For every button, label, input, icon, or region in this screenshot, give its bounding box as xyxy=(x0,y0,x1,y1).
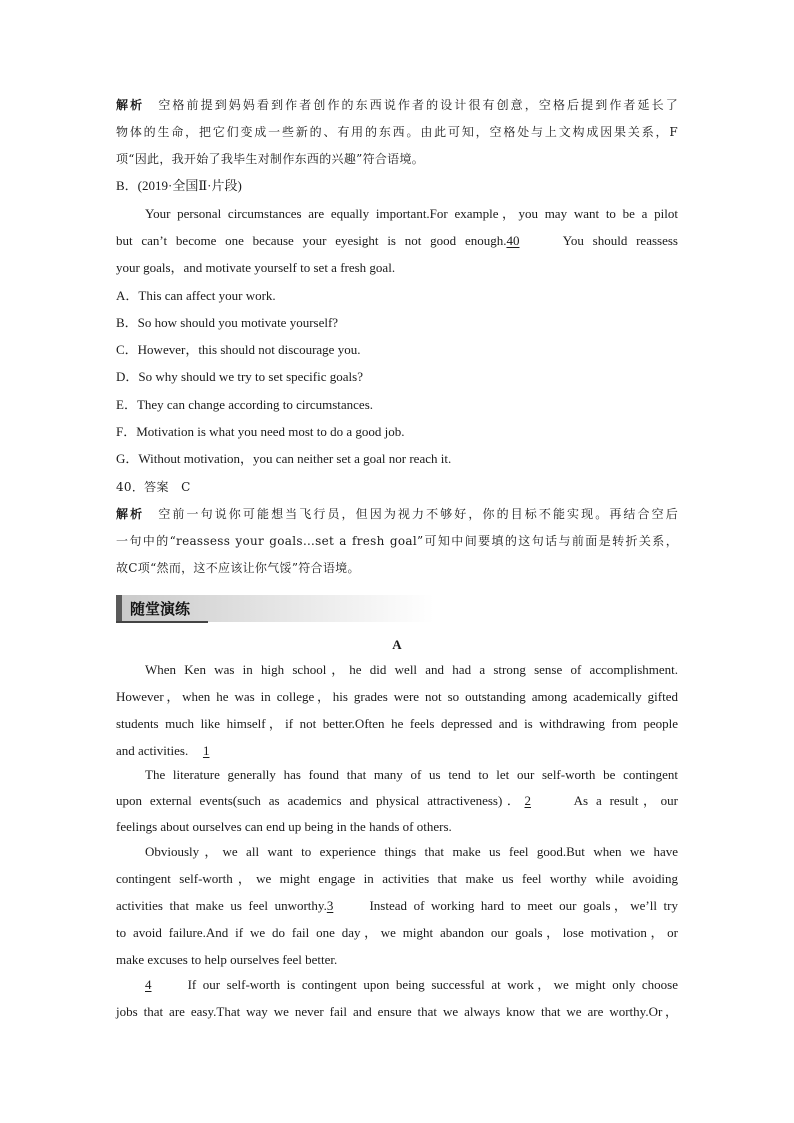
part-b-line-1: Your personal circumstances are equally important.For example，you may want to be a pilot xyxy=(145,206,678,221)
analysis-line-1 xyxy=(116,96,678,114)
blank-3: 3 xyxy=(326,898,334,913)
para-text: activities that make us feel unworthy. xyxy=(116,898,327,913)
part-b-heading: B．(2019·全国Ⅱ·片段) xyxy=(116,178,242,193)
part-b-line-2 xyxy=(116,232,678,250)
para-text: upon external events(such as academics and physical attractiveness)． xyxy=(116,793,525,808)
option-b: B．So how should you motivate yourself? xyxy=(116,315,339,330)
analysis-b-line-3: 故C项“然而，这不应该让你气馁”符合语境。 xyxy=(116,561,360,575)
analysis-b-line-1 xyxy=(116,505,678,523)
option-c: C．However，this should not discourage you. xyxy=(116,342,361,357)
para2-line-3: feelings about ourselves can end up being in the hands of others. xyxy=(116,819,452,834)
para3-line-1: Obviously，we all want to experience things that make us feel good.But when we have xyxy=(145,844,678,859)
para1-line-1: When Ken was in high school，he did well and had a strong sense of accomplishment. xyxy=(145,662,678,677)
analysis-label: 解析 xyxy=(116,507,145,521)
analysis-text: 空格前提到妈妈看到作者创作的东西说作者的设计很有创意，空格后提到作者延长了 xyxy=(158,98,679,112)
option-a: A．This can affect your work. xyxy=(116,288,276,303)
para3-line-5: make excuses to help ourselves feel better. xyxy=(116,952,338,967)
section-header-underline xyxy=(116,621,208,623)
analysis-line-3: 项“因此，我开始了我毕生对制作东西的兴趣”符合语境。 xyxy=(116,152,425,166)
option-g: G．Without motivation，you can neither set a goal nor reach it. xyxy=(116,451,452,466)
blank-40: 40 xyxy=(506,233,520,248)
analysis-line-2: 物体的生命，把它们变成一些新的、有用的东西。由此可知，空格处与上文构成因果关系，F xyxy=(116,125,678,139)
para1-line-4 xyxy=(116,742,678,760)
analysis-label: 解析 xyxy=(116,98,145,112)
para-text: As a result，our xyxy=(573,793,678,808)
para-text: If our self-worth is contingent upon being successful at work，we might only choose xyxy=(187,977,678,992)
option-f: F．Motivation is what you need most to do a good job. xyxy=(116,424,405,439)
answer-line: 40．答案 C xyxy=(116,480,191,494)
para-text: and activities. xyxy=(116,743,189,758)
analysis-text: 空前一句说你可能想当飞行员，但因为视力不够好，你的目标不能实现。再结合空后 xyxy=(158,507,679,521)
part-b-text: You should reassess xyxy=(562,233,678,248)
para4-line-2: jobs that are easy.That way we never fail and ensure that we always know that we are worthy.Or， xyxy=(116,1004,678,1019)
option-e: E．They can change according to circumstances. xyxy=(116,397,373,412)
part-b-text: but can’t become one because your eyesight is not good enough. xyxy=(116,233,507,248)
part-b-line-3: your goals，and motivate yourself to set a fresh goal. xyxy=(116,260,396,275)
para2-line-1: The literature generally has found that many of us tend to let our self-worth be contingent xyxy=(145,767,678,782)
para4-line-1 xyxy=(145,976,678,994)
para2-line-2 xyxy=(116,792,678,810)
option-d: D．So why should we try to set specific goals? xyxy=(116,369,363,384)
para3-line-4: to avoid failure.And if we do fail one day，we might abandon our goals，lose motivation，or xyxy=(116,925,678,940)
para3-line-2: contingent self-worth，we might engage in activities that make us feel worthy while avoiding xyxy=(116,871,678,886)
para3-line-3 xyxy=(116,897,678,915)
section-header-title: 随堂演练 xyxy=(130,600,191,618)
blank-4: 4 xyxy=(145,977,152,992)
para-text: Instead of working hard to meet our goals，we’ll try xyxy=(369,898,678,913)
blank-2: 2 xyxy=(524,793,532,808)
para1-line-2: However，when he was in college，his grades were not so outstanding among academically gifted xyxy=(116,689,678,704)
section-header xyxy=(116,595,434,622)
blank-1: 1 xyxy=(202,743,210,758)
passage-title: A xyxy=(392,637,402,652)
analysis-b-line-2: 一句中的“reassess your goals…set a fresh goal”可知中间要填的这句话与前面是转折关系， xyxy=(116,534,678,548)
section-header-accent xyxy=(116,595,122,622)
para1-line-3: students much like himself，if not better.Often he feels depressed and is withdrawing from people xyxy=(116,716,678,731)
